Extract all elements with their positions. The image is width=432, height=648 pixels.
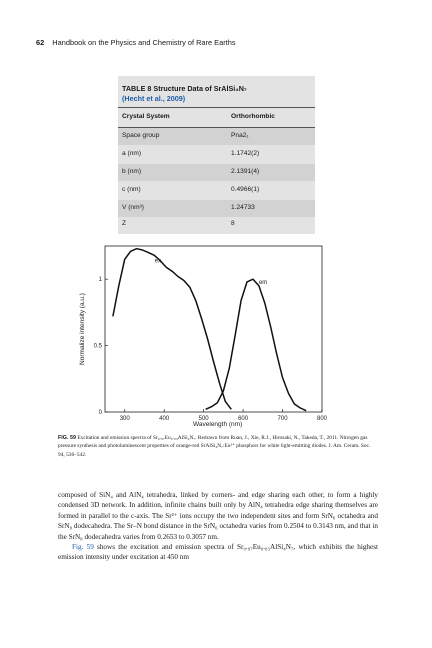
table-row xyxy=(118,182,315,199)
table-cell: a (nm) xyxy=(122,150,142,157)
table-row xyxy=(118,128,315,145)
book-title: Handbook on the Physics and Chemistry of Rare Earths xyxy=(52,38,236,47)
figure-label: FIG. 59 xyxy=(58,435,76,441)
running-header xyxy=(36,38,236,47)
table-row xyxy=(118,216,315,233)
x-axis-label: Wavelength (nm) xyxy=(193,421,243,428)
page-number: 62 xyxy=(36,38,45,47)
plot-frame xyxy=(105,246,322,412)
structure-table xyxy=(118,76,315,234)
table-title xyxy=(122,84,247,104)
table-header-cell: Orthorhombic xyxy=(231,113,275,120)
table-row xyxy=(118,164,315,181)
y-tick-label: 0.5 xyxy=(93,343,102,350)
x-tick-label: 700 xyxy=(277,416,288,422)
y-tick-label: 0 xyxy=(98,410,102,416)
x-tick-label: 400 xyxy=(159,416,170,422)
table-header-row xyxy=(118,109,315,126)
table-cell: c (nm) xyxy=(122,186,141,193)
y-axis-label: Normalize intensity (a.u.) xyxy=(79,293,86,365)
table-cell: 0.4966(1) xyxy=(231,186,260,193)
table-row xyxy=(118,200,315,217)
series-label: em xyxy=(258,280,268,287)
table-cell: V (nm³) xyxy=(122,204,144,211)
table-row xyxy=(118,146,315,163)
x-tick-label: 500 xyxy=(198,416,209,422)
table-rule-top xyxy=(118,107,315,108)
series-label: ex. xyxy=(154,258,163,265)
x-tick-label: 800 xyxy=(316,416,328,422)
y-tick-label: 1 xyxy=(98,277,102,284)
table-cell: 1.24733 xyxy=(231,204,255,211)
body-text xyxy=(58,490,378,563)
x-tick-label: 600 xyxy=(238,416,249,422)
figure-caption-text: Excitation and emission spectra of Sr₀.₉₇Eu₀.₀₃AlSi₄N₇. Redrawn from Ruan, J., Xie, R.J., Hirosaki, N., Takeda, T., 2011. Nitrogen gas pressure synthesis and photoluminescent properties of orange-red SrAlSi₄N₇:Eu²⁺ phosphors for white light-emitting diodes. J. Am. Ceram. Soc. 94, 536–542. xyxy=(58,435,371,458)
spectra-chart xyxy=(0,240,432,430)
paragraph-text: shows the excitation and emission spectra of Sr₀.₉₇Eu₀.₀₃AlSi₄N₇, which exhibits the highest emission intensity under excitation at 450 nm xyxy=(58,543,378,562)
table-cell: Space group xyxy=(122,132,160,139)
paragraph xyxy=(58,542,378,563)
table-cell: Z xyxy=(122,220,127,227)
figure-reference-link[interactable]: Fig. 59 xyxy=(72,543,94,552)
paragraph: composed of SiN₄ and AlN₄ tetrahedra, linked by corners- and edge sharing each other, to form a highly condensed 3D network. In addition, infinite chains built only by AlN₄ tetrahedra edge sharing themselves are formed in parallel to the c-axis. The Sr²⁺ ions occupy the two independent sites and form SrN₆ octahedra and SrN₈ dodecahedra. The Sr–N bond distance in the SrN₆ octahedra varies from 0.2504 to 0.3143 nm, and that in the SrN₈ dodecahedra varies from 0.2653 to 0.3057 nm. xyxy=(58,491,378,541)
table-citation-link[interactable]: (Hecht et al., 2009) xyxy=(122,94,186,103)
table-title-text: TABLE 8 Structure Data of SrAlSi₄N₇ xyxy=(122,84,247,93)
x-tick-label: 300 xyxy=(119,416,130,422)
table-header-cell: Crystal System xyxy=(122,113,170,120)
table-cell: Pna2₁ xyxy=(231,132,249,139)
figure-caption xyxy=(58,434,378,459)
table-cell: 8 xyxy=(231,220,235,227)
table-cell: 2.1391(4) xyxy=(231,168,260,175)
table-cell: b (nm) xyxy=(122,168,142,175)
table-cell: 1.1742(2) xyxy=(231,150,260,157)
